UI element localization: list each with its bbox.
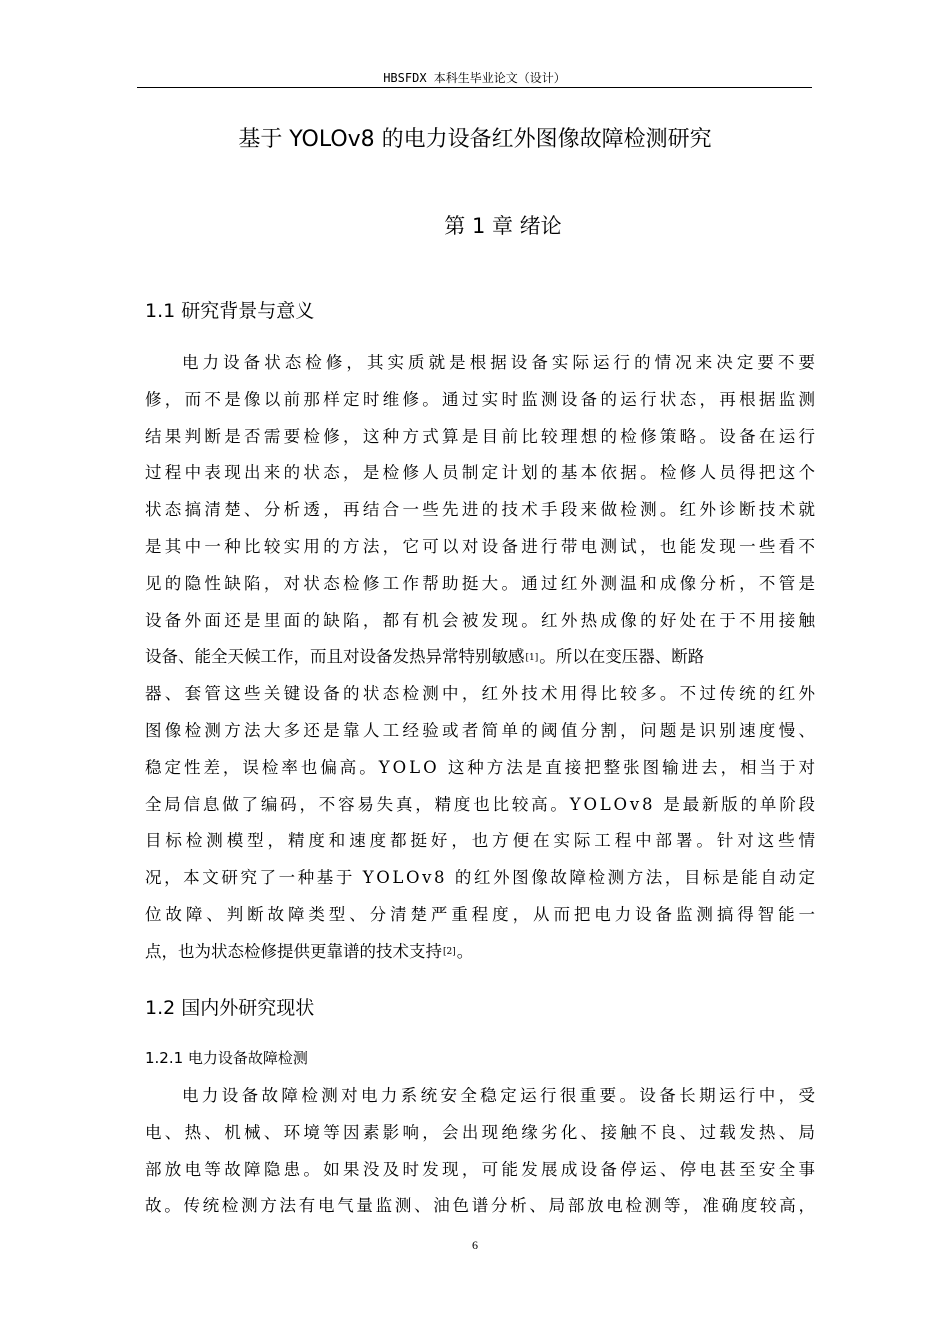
page-number: 6	[472, 1238, 478, 1252]
section-heading-1-1: 1.1 研究背景与意义	[145, 300, 315, 322]
paragraph-line-text: 修，而不是像以前那样定时维修。通过实时监测设备的运行状态，再根据监测	[145, 389, 819, 409]
paragraph-line-text: 设备外面还是里面的缺陷，都有机会被发现。红外热成像的好处在于不用接触	[145, 610, 819, 630]
paragraph-line	[145, 1078, 819, 1115]
paragraph-line	[145, 603, 819, 640]
paragraph-line-text: 稳定性差，误检率也偏高。YOLO 这种方法是直接把整张图输进去，相当于对	[145, 757, 818, 777]
paragraph-line-text: 电、热、机械、环境等因素影响，会出现绝缘劣化、接触不良、过载发热、局	[145, 1122, 819, 1142]
running-header: HBSFDX 本科生毕业论文（设计）	[383, 71, 566, 85]
paragraph-line	[145, 823, 819, 860]
paragraph-line-text: 电力设备故障检测对电力系统安全稳定运行很重要。设备长期运行中，受	[182, 1086, 819, 1105]
paragraph-line-text: 电力设备状态检修，其实质就是根据设备实际运行的情况来决定要不要	[182, 353, 820, 372]
paragraph-line-text: 目标检测模型，精度和速度都挺好，也方便在实际工程中部署。针对这些情	[145, 831, 819, 851]
paragraph-line	[145, 1152, 819, 1189]
paragraph-line-text: 结果判断是否需要检修，这种方式算是目前比较理想的检修策略。设备在运行	[145, 426, 819, 446]
paragraph-line	[145, 419, 819, 456]
section-1-2-1-paragraph	[145, 1078, 819, 1225]
paragraph-line	[145, 566, 819, 603]
paragraph-line	[145, 676, 819, 713]
paragraph-line-text: 设备、能全天候工作，而且对设备发热异常特别敏感	[145, 647, 525, 667]
paragraph-line	[145, 897, 819, 934]
section-heading-1-2-1: 1.2.1 电力设备故障检测	[145, 1049, 308, 1067]
section-heading-1-2: 1.2 国内外研究现状	[145, 997, 315, 1019]
paragraph-line	[145, 1188, 818, 1225]
paragraph-line-text: 。所以在变压器、断路	[539, 647, 705, 667]
paragraph-line-text: 况，本文研究了一种基于 YOLOv8 的红外图像故障检测方法，目标是能自动定	[145, 868, 818, 888]
paragraph-line	[145, 750, 818, 787]
paragraph-line	[145, 345, 820, 382]
section-1-1-paragraph	[145, 345, 820, 971]
paragraph-line	[145, 787, 818, 824]
paragraph-line-text: 全局信息做了编码，不容易失真，精度也比较高。YOLOv8 是最新版的单阶段	[145, 794, 818, 814]
paragraph-line-text: 器、套管这些关键设备的状态检测中，红外技术用得比较多。不过传统的红外	[145, 684, 819, 704]
paragraph-line	[145, 1115, 819, 1152]
paragraph-line-text: 是其中一种比较实用的方法，它可以对设备进行带电测试，也能发现一些看不	[145, 536, 819, 556]
paragraph-line	[145, 529, 819, 566]
paragraph-line-text: 。	[456, 941, 474, 961]
paragraph-line-text: 图像检测方法大多还是靠人工经验或者简单的阈值分割，问题是识别速度慢、	[145, 720, 819, 740]
paragraph-line-text: 位故障、判断故障类型、分清楚严重程度，从而把电力设备监测搞得智能一	[145, 904, 819, 924]
paragraph-line-text: 故。传统检测方法有电气量监测、油色谱分析、局部放电检测等，准确度较高，	[145, 1196, 818, 1216]
paragraph-line-text: 点，也为状态检修提供更靠谱的技术支持	[145, 941, 442, 961]
header-rule	[137, 87, 812, 88]
paragraph-line: 点，也为状态检修提供更靠谱的技术支持 [2] 。	[145, 934, 815, 971]
paragraph-line	[145, 860, 818, 897]
paragraph-line	[145, 455, 819, 492]
chapter-heading: 第 1 章 绪论	[444, 214, 562, 238]
paragraph-line-text: 过程中表现出来的状态，是检修人员制定计划的基本依据。检修人员得把这个	[145, 463, 819, 483]
paragraph-line-text: 部放电等故障隐患。如果没及时发现，可能发展成设备停运、停电甚至安全事	[145, 1159, 819, 1179]
paragraph-line	[145, 492, 819, 529]
paragraph-line	[145, 713, 819, 750]
paragraph-line-text: 见的隐性缺陷，对状态检修工作帮助挺大。通过红外测温和成像分析，不管是	[145, 573, 819, 593]
thesis-title: 基于 YOLOv8 的电力设备红外图像故障检测研究	[238, 127, 712, 152]
paragraph-line-text: 状态搞清楚、分析透，再结合一些先进的技术手段来做检测。红外诊断技术就	[145, 500, 819, 520]
paragraph-line	[145, 382, 819, 419]
paragraph-line: 设备、能全天候工作，而且对设备发热异常特别敏感 [1] 。所以在变压器、断路	[145, 639, 815, 676]
